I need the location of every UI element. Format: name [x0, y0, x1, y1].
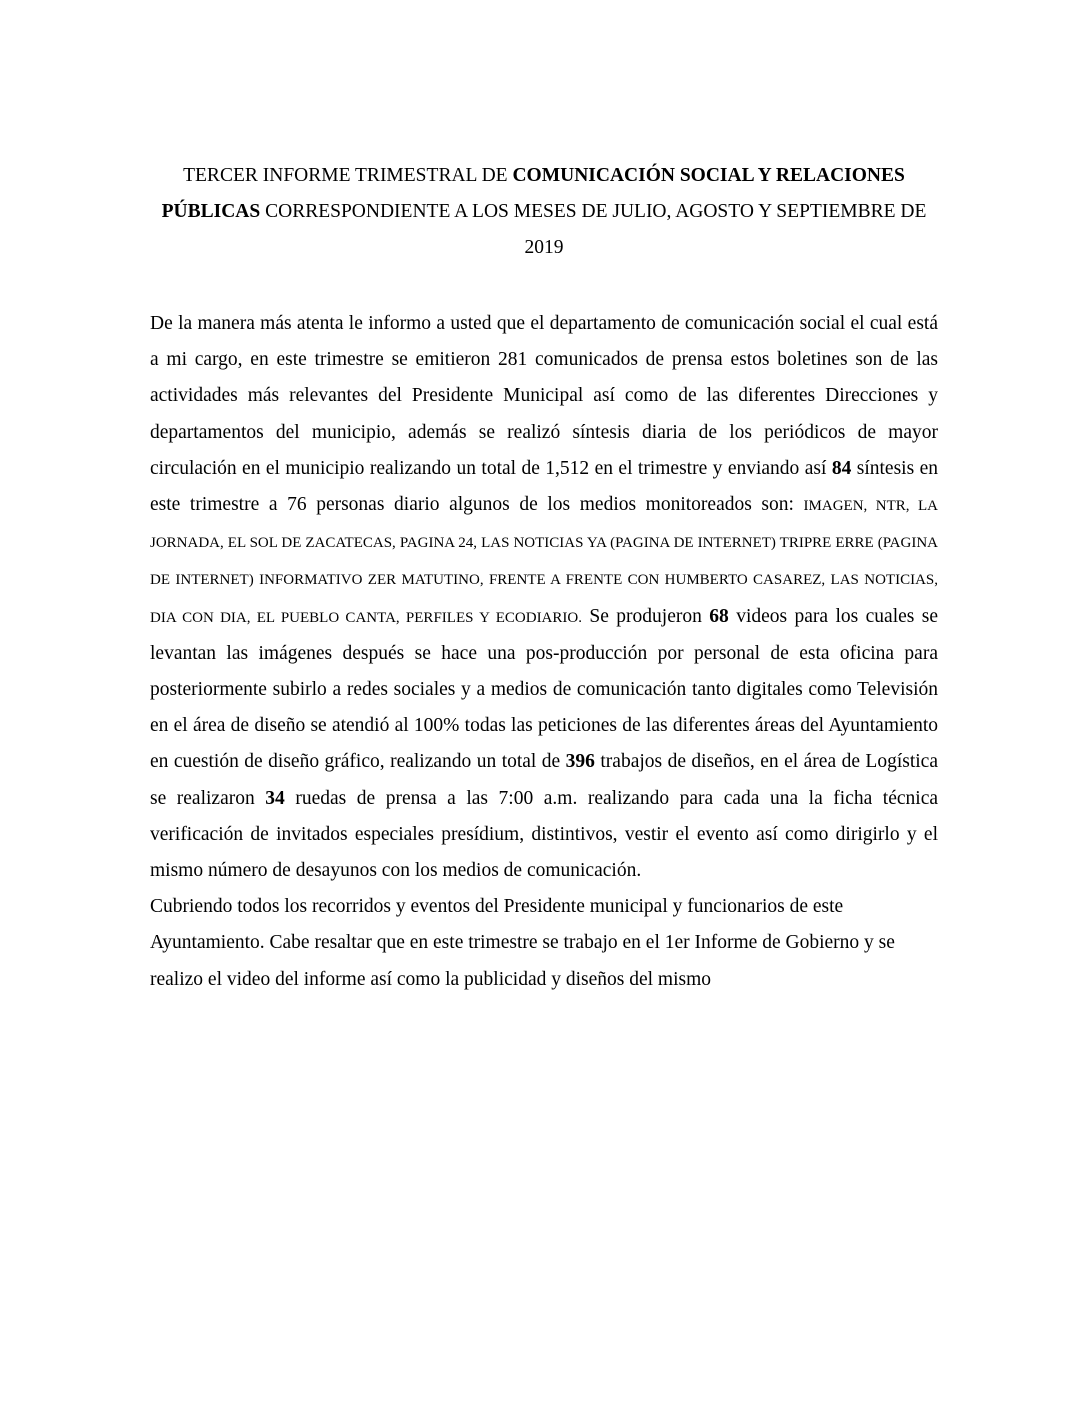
p1-text-4: videos para los cuales se levantan las imágenes después se hace una pos-producción por personal de esta oficina para posteriormente subirlo a redes sociales y a medios de comunicación tanto digitales como Televisión en el área de diseño se atendió al 100% todas las peticiones de las diferentes áreas del Ayuntamiento en cuestión de diseño gráfico, realizando un total de — [150, 605, 939, 773]
report-body — [150, 306, 938, 998]
p1-bold-396: 396 — [565, 751, 595, 773]
p1-bold-68: 68 — [709, 605, 729, 627]
title-part-2-bold: COMUNICACIÓN SOCIAL Y RELACIONES PÚBLICAS — [161, 165, 905, 222]
p1-text-6: ruedas de prensa a las 7:00 a.m. realizando para cada una la ficha técnica verificación de invitados especiales presídium, distintivos, vestir el evento así como dirigirlo y el mismo número de desayunos con los medios de comunicación. — [150, 787, 939, 882]
title-part-1: TERCER INFORME TRIMESTRAL DE — [183, 165, 513, 186]
media-list: IMAGEN, NTR, LA JORNADA, EL SOL DE ZACATECAS, PAGINA 24, LAS NOTICIAS YA (PAGINA DE INTERNET) TRIPRE ERRE (PAGINA DE INTERNET) INFORMATIVO ZER MATUTINO, FRENTE A FRENTE CON HUMBERTO CASAREZ, LAS NOTICIAS, DIA CON DIA, EL PUEBLO CANTA, PERFILES Y ECODIARIO. — [150, 498, 938, 626]
p1-text-1: De la manera más atenta le informo a usted que el departamento de comunicación social el cual está a mi cargo, en este trimestre se emitieron 281 comunicados de prensa estos boletines son de las actividades más relevantes del Presidente Municipal así como de las diferentes Direcciones y departamentos del municipio, además se realizó síntesis diaria de los periódicos de mayor circulación en el municipio realizando un total de 1,512 en el trimestre y enviando así — [150, 313, 938, 479]
title-part-3: CORRESPONDIENTE A LOS MESES DE JULIO, AGOSTO Y SEPTIEMBRE DE 2019 — [260, 201, 927, 258]
p1-bold-84: 84 — [831, 457, 852, 479]
paragraph-1 — [150, 306, 938, 889]
p1-bold-34: 34 — [265, 787, 285, 809]
p1-text-3: Se produjeron — [581, 605, 710, 627]
p1-text-2: síntesis en este trimestre a 76 personas diario algunos de los medios monitoreados son: — [150, 457, 938, 516]
report-title — [150, 158, 938, 266]
paragraph-2: Cubriendo todos los recorridos y eventos del Presidente municipal y funcionarios de este Ayuntamiento. Cabe resaltar que en este trimestre se trabajo en el 1er Informe de Gobierno y se realizo el video del informe así como la publicidad y diseños del mismo — [150, 896, 895, 990]
p1-text-5: trabajos de diseños, en el área de Logística se realizaron — [150, 751, 938, 809]
